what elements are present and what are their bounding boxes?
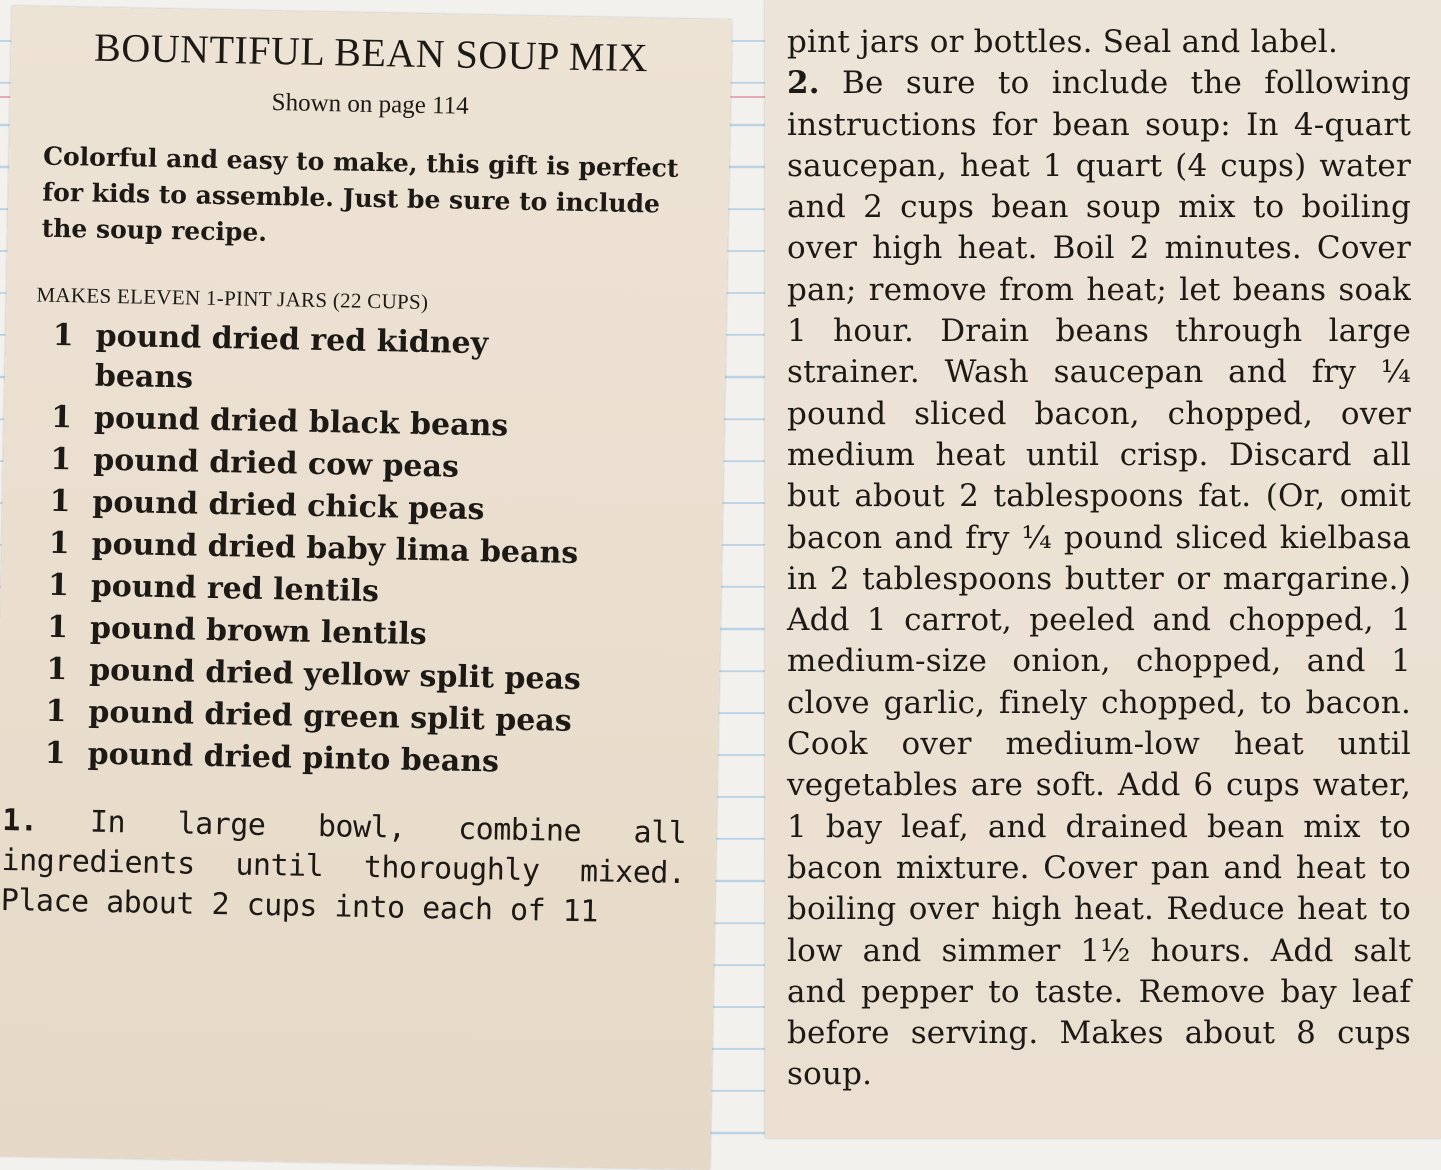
ingredient-text: pound dried baby lima beans bbox=[91, 526, 579, 571]
ingredient-text: pound dried chick peas bbox=[92, 484, 485, 528]
ingredient-qty: 1 bbox=[49, 483, 71, 520]
ingredient-text: pound brown lentils bbox=[89, 610, 428, 653]
recipe-intro: Colorful and easy to make, this gift is perfect for kids to assemble. Just be sure to include the soup recipe. bbox=[41, 141, 679, 247]
step-1 bbox=[0, 801, 686, 934]
ingredient-qty: 1 bbox=[50, 399, 73, 436]
ingredient-qty: 1 bbox=[45, 693, 67, 730]
ingredient-qty: 1 bbox=[48, 525, 71, 562]
ingredient-qty: 1 bbox=[47, 567, 70, 604]
ingredient-text: pound red lentils bbox=[90, 568, 380, 610]
step-2-text: Be sure to include the following instructions for bean soup: In 4-quart saucepan, heat 1 quart (4 cups) water and 2 cups bean soup mix to boiling over high heat. Boil 2 minutes. Cover pan; remove from heat; let beans soak 1 hour. Drain beans through large strainer. Wash saucepan and fry ¼ pound sliced bacon, chopped, over medium heat until crisp. Discard all but about 2 tablespoons fat. (Or, omit bacon and fry ¼ pound sliced kielbasa in 2 tablespoons butter or margarine.) Add 1 carrot, peeled and chopped, 1 medium-size onion, chopped, and 1 clove garlic, finely chopped, to bacon. Cook over medium-low heat until vegetables are soft. Add 6 cups water, 1 bay leaf, and drained bean mix to bacon mixture. Cover pan and heat to boiling over high heat. Reduce heat to low and simmer 1½ hours. Add salt and pepper to taste. Remove bay leaf before serving. Makes about 8 cups soup. bbox=[787, 65, 1411, 1093]
ingredient-qty: 1 bbox=[44, 735, 66, 772]
ingredient-text: pound dried green split peas bbox=[88, 694, 572, 739]
step-1-continued: pint jars or bottles. Seal and label. bbox=[787, 24, 1339, 60]
recipe-subtitle: Shown on page 114 bbox=[271, 89, 469, 120]
ingredient-list bbox=[0, 315, 726, 787]
recipe-clipping-right bbox=[765, 0, 1441, 1138]
ingredient-qty: 1 bbox=[46, 651, 68, 688]
recipe-clipping-left bbox=[0, 6, 732, 1170]
ingredient-text: pound dried pinto beans bbox=[87, 736, 500, 780]
step-2 bbox=[787, 63, 1411, 1095]
step-1-number: 1. bbox=[2, 802, 38, 839]
ingredient-item bbox=[5, 315, 726, 409]
recipe-title: BOUNTIFUL BEAN SOUP MIX bbox=[93, 24, 649, 81]
ingredient-text: pound dried yellow split peas bbox=[88, 652, 582, 698]
ingredient-qty: 1 bbox=[52, 317, 75, 354]
instructions-column bbox=[787, 22, 1411, 1096]
step-2-number: 2. bbox=[787, 65, 820, 102]
ingredient-text: pound dried black beans bbox=[93, 400, 509, 444]
ingredient-text: pound dried cow peas bbox=[92, 442, 460, 485]
ingredient-qty: 1 bbox=[50, 441, 72, 478]
ingredient-text: pound dried red kidney beans bbox=[94, 318, 489, 396]
recipe-yield: MAKES ELEVEN 1-PINT JARS (22 CUPS) bbox=[36, 282, 429, 315]
ingredient-qty: 1 bbox=[46, 609, 69, 646]
step-1-text: In large bowl, combine all ingredients until thoroughly mixed. Place about 2 cups into each of 11 bbox=[0, 804, 687, 930]
